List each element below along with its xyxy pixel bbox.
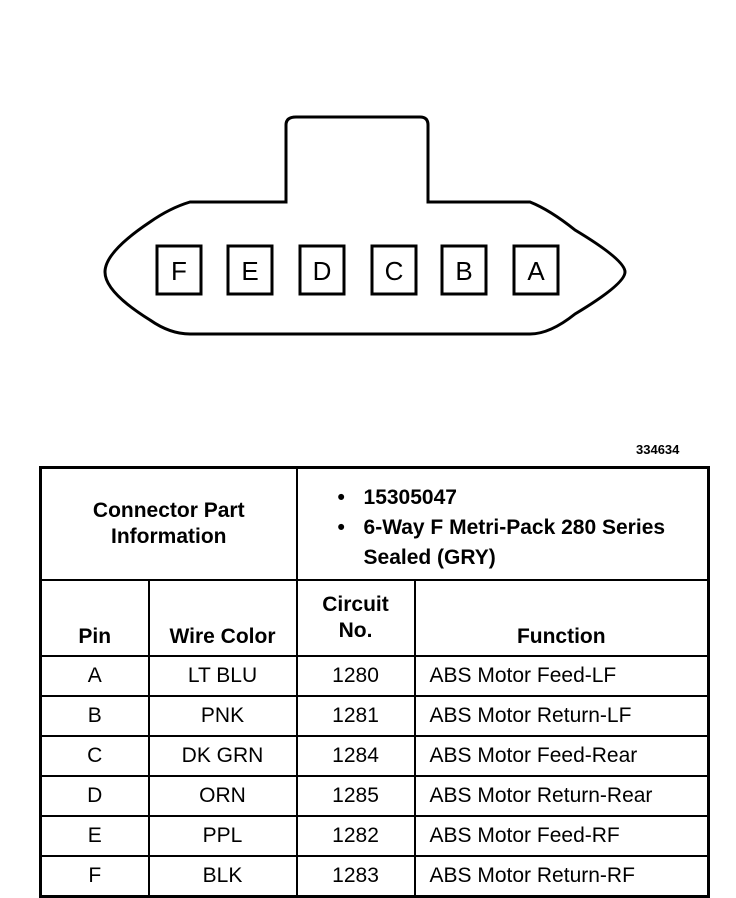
part-info-item [338, 483, 708, 513]
cell-wire-color: ORN [149, 776, 297, 816]
table-row [41, 856, 709, 897]
table-row [41, 656, 709, 696]
cell-function: ABS Motor Return-Rear [415, 776, 709, 816]
cell-pin: A [41, 656, 149, 696]
col-function: Function [415, 580, 709, 656]
pin-A [514, 246, 558, 294]
table-row [41, 736, 709, 776]
cell-function: ABS Motor Feed-RF [415, 816, 709, 856]
pin-label-C: C [384, 256, 404, 286]
cell-wire-color: PNK [149, 696, 297, 736]
col-pin: Pin [41, 580, 149, 656]
cell-circuit: 1284 [297, 736, 415, 776]
cell-function: ABS Motor Feed-LF [415, 656, 709, 696]
pin-B [442, 246, 486, 294]
cell-circuit: 1285 [297, 776, 415, 816]
col-wire-color: Wire Color [149, 580, 297, 656]
cell-wire-color: DK GRN [149, 736, 297, 776]
cell-function: ABS Motor Feed-Rear [415, 736, 709, 776]
connector-diagram [0, 0, 736, 360]
pin-F [157, 246, 201, 294]
cell-wire-color: PPL [149, 816, 297, 856]
cell-pin: F [41, 856, 149, 897]
table-row [41, 696, 709, 736]
pin-label-D: D [312, 256, 332, 286]
cell-circuit: 1282 [297, 816, 415, 856]
cell-pin: E [41, 816, 149, 856]
cell-circuit: 1281 [297, 696, 415, 736]
connector-table [39, 466, 710, 898]
part-info-label: Connector Part Information [41, 468, 297, 581]
column-header-row [41, 580, 709, 656]
cell-wire-color: LT BLU [149, 656, 297, 696]
table-row [41, 816, 709, 856]
bullet-icon: • [337, 486, 345, 509]
col-circuit-label: Circuit No. [322, 593, 389, 642]
pin-label-F: F [171, 256, 187, 286]
pin-label-E: E [241, 256, 259, 286]
cell-pin: C [41, 736, 149, 776]
part-info-list [297, 468, 709, 581]
cell-circuit: 1283 [297, 856, 415, 897]
cell-circuit: 1280 [297, 656, 415, 696]
cell-function: ABS Motor Return-LF [415, 696, 709, 736]
part-description: 6-Way F Metri-Pack 280 Series Sealed (GRY) [363, 516, 666, 569]
part-info-row [41, 468, 709, 581]
pin-label-B: B [455, 256, 473, 286]
table-row [41, 776, 709, 816]
connector-outline [105, 117, 625, 334]
cell-pin: D [41, 776, 149, 816]
figure-id: 334634 [636, 442, 680, 457]
pin-D [300, 246, 344, 294]
pin-C [372, 246, 416, 294]
bullet-icon: • [337, 516, 345, 539]
col-circuit [297, 580, 415, 656]
cell-pin: B [41, 696, 149, 736]
pin-label-A: A [527, 256, 545, 286]
part-number: 15305047 [363, 486, 457, 509]
cell-function: ABS Motor Return-RF [415, 856, 709, 897]
cell-wire-color: BLK [149, 856, 297, 897]
part-info-item [338, 513, 708, 573]
pin-E [228, 246, 272, 294]
